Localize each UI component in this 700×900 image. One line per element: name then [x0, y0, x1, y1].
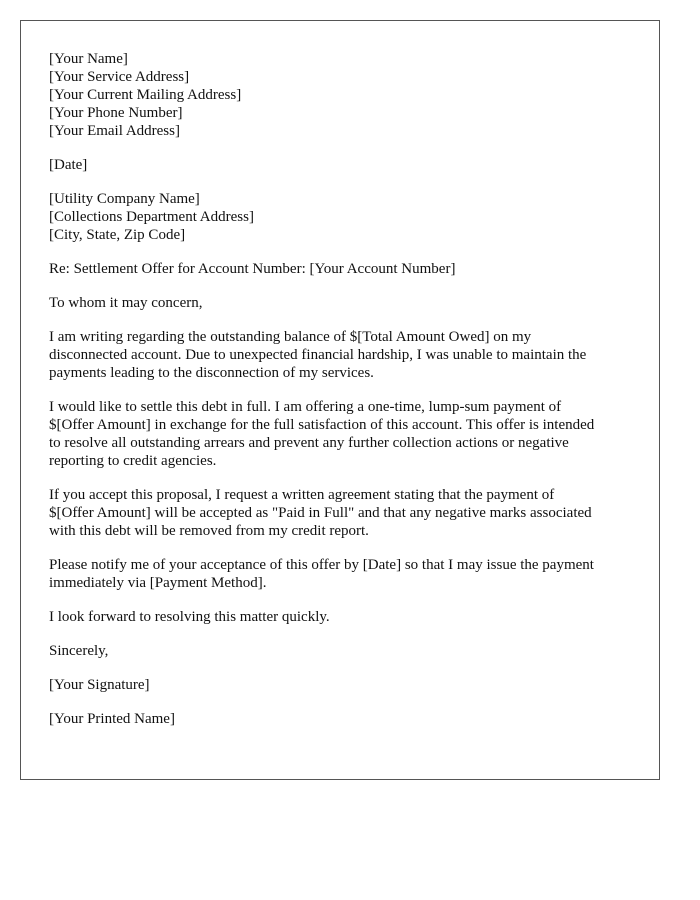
sender-address-block — [49, 50, 631, 140]
body-line: to resolve all outstanding arrears and prevent any further collection actions or negative — [49, 435, 569, 451]
body-paragraph-4 — [49, 556, 631, 592]
signature-text: [Your Signature] — [49, 677, 150, 693]
sender-name: [Your Name] — [49, 51, 128, 67]
salutation — [49, 294, 631, 312]
recipient-city-state-zip: [City, State, Zip Code] — [49, 227, 186, 243]
body-line: $[Offer Amount] in exchange for the full satisfaction of this account. This offer is intended — [49, 417, 595, 433]
recipient-company: [Utility Company Name] — [49, 191, 200, 207]
body-paragraph-2 — [49, 398, 631, 470]
salutation-text: To whom it may concern, — [49, 295, 203, 311]
body-line: payments leading to the disconnection of my services. — [49, 365, 374, 381]
sender-service-address: [Your Service Address] — [49, 69, 190, 85]
subject-text: Re: Settlement Offer for Account Number: [Your Account Number] — [49, 261, 456, 277]
date-block — [49, 156, 631, 174]
body-line: immediately via [Payment Method]. — [49, 575, 267, 591]
printed-name-placeholder — [49, 710, 631, 728]
letter-date: [Date] — [49, 157, 88, 173]
recipient-department-address: [Collections Department Address] — [49, 209, 254, 225]
letter-page — [20, 20, 660, 780]
recipient-address-block — [49, 190, 631, 244]
printed-name-text: [Your Printed Name] — [49, 711, 175, 727]
body-line: I am writing regarding the outstanding balance of $[Total Amount Owed] on my — [49, 329, 532, 345]
body-line: reporting to credit agencies. — [49, 453, 217, 469]
body-paragraph-3 — [49, 486, 631, 540]
body-line: I would like to settle this debt in full. I am offering a one-time, lump-sum payment of — [49, 399, 562, 415]
body-paragraph-5 — [49, 608, 631, 626]
body-paragraph-1 — [49, 328, 631, 382]
closing — [49, 642, 631, 660]
closing-text: Sincerely, — [49, 643, 109, 659]
subject-line — [49, 260, 631, 278]
body-line: disconnected account. Due to unexpected financial hardship, I was unable to maintain the — [49, 347, 587, 363]
body-line: I look forward to resolving this matter quickly. — [49, 609, 330, 625]
body-line: $[Offer Amount] will be accepted as "Paid in Full" and that any negative marks associated — [49, 505, 592, 521]
sender-phone: [Your Phone Number] — [49, 105, 183, 121]
signature-placeholder — [49, 676, 631, 694]
body-line: If you accept this proposal, I request a written agreement stating that the payment of — [49, 487, 555, 503]
body-line: with this debt will be removed from my credit report. — [49, 523, 369, 539]
sender-mailing-address: [Your Current Mailing Address] — [49, 87, 242, 103]
sender-email: [Your Email Address] — [49, 123, 180, 139]
body-line: Please notify me of your acceptance of this offer by [Date] so that I may issue the payment — [49, 557, 594, 573]
